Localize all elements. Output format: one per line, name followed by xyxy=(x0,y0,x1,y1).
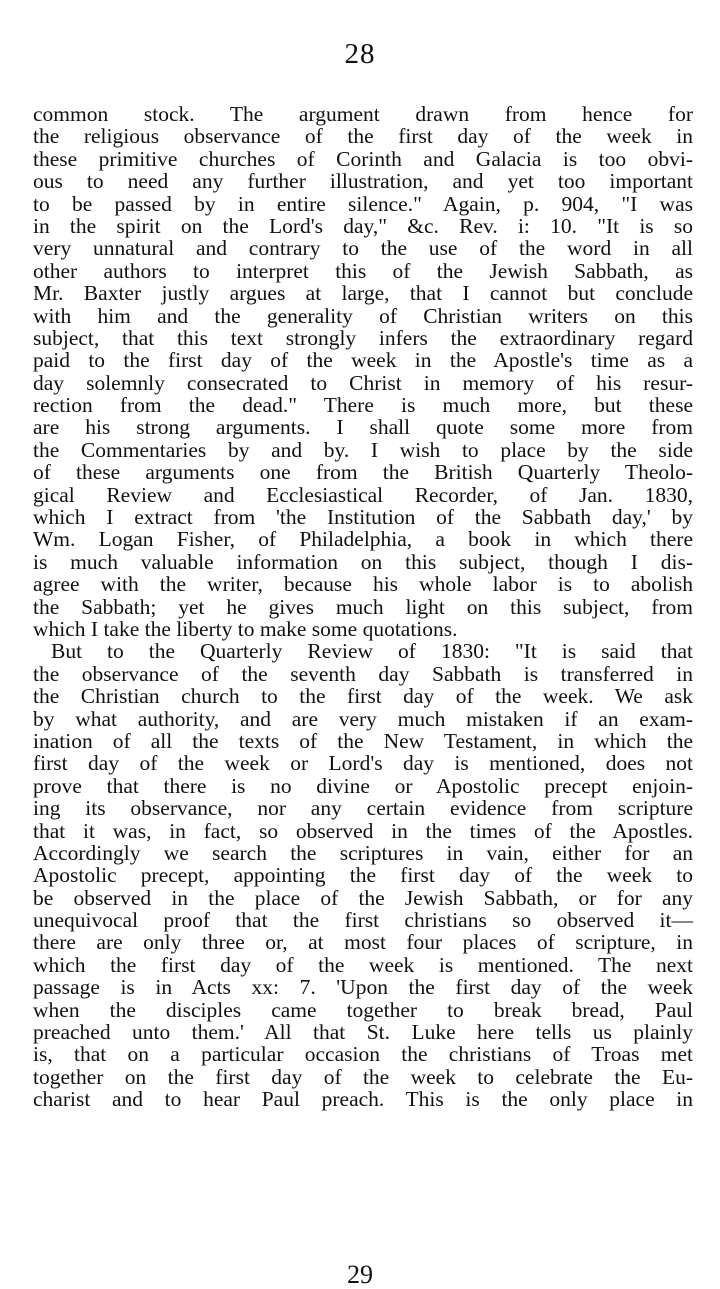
text-line: together on the first day of the week to celebrate the Eu- xyxy=(33,1064,693,1089)
text-line: the Commentaries by and by. I wish to place by the side xyxy=(33,437,693,462)
text-line: Apostolic precept, appointing the first day of the week to xyxy=(33,863,693,888)
text-line: these primitive churches of Corinth and Galacia is too obvi- xyxy=(33,146,693,171)
text-line: other authors to interpret this of the Jewish Sabbath, as xyxy=(33,258,693,283)
text-line: first day of the week or Lord's day is mentioned, does not xyxy=(33,751,693,776)
text-line: the Christian church to the first day of the week. We ask xyxy=(33,684,693,709)
text-line: agree with the writer, because his whole labor is to abolish xyxy=(33,572,693,597)
text-line: the observance of the seventh day Sabbath is transferred in xyxy=(33,661,693,686)
text-line: with him and the generality of Christian writers on this xyxy=(33,303,693,328)
text-line: Wm. Logan Fisher, of Philadelphia, a book in which there xyxy=(33,527,693,552)
text-line: ous to need any further illustration, and yet too important xyxy=(33,169,693,194)
text-line: ination of all the texts of the New Testament, in which the xyxy=(33,728,693,753)
page-number: 28 xyxy=(344,38,376,70)
text-line: Mr. Baxter justly argues at large, that I cannot but conclude xyxy=(33,281,693,306)
body-text xyxy=(33,103,693,1111)
next-page-number: 29 xyxy=(347,1260,373,1289)
text-line: preached unto them.' All that St. Luke here tells us plainly xyxy=(33,1020,693,1045)
text-line: when the disciples came together to break bread, Paul xyxy=(33,997,693,1022)
text-line: But to the Quarterly Review of 1830: "It is said that xyxy=(51,639,693,664)
text-line: paid to the first day of the week in the Apostle's time as a xyxy=(33,348,693,373)
text-line: there are only three or, at most four places of scripture, in xyxy=(33,930,693,955)
text-line: ing its observance, nor any certain evidence from scripture xyxy=(33,796,693,821)
text-line: of these arguments one from the British Quarterly Theolo- xyxy=(33,460,693,485)
text-line: prove that there is no divine or Apostolic precept enjoin- xyxy=(33,773,693,798)
text-line: be observed in the place of the Jewish Sabbath, or for any xyxy=(33,885,693,910)
text-line: which I extract from 'the Institution of the Sabbath day,' by xyxy=(33,505,693,530)
text-line: unequivocal proof that the first christians so observed it— xyxy=(33,908,693,933)
text-line: in the spirit on the Lord's day," &c. Rev. i: 10. "It is so xyxy=(33,213,693,238)
text-line: rection from the dead." There is much more, but these xyxy=(33,393,693,418)
text-line: which I take the liberty to make some quotations. xyxy=(33,616,458,641)
text-line: to be passed by in entire silence." Again, p. 904, "I was xyxy=(33,191,693,216)
text-line: is, that on a particular occasion the christians of Troas met xyxy=(33,1042,693,1067)
text-line: subject, that this text strongly infers the extraordinary regard xyxy=(33,325,693,350)
text-line: the religious observance of the first day of the week in xyxy=(33,124,693,149)
text-line: Accordingly we search the scriptures in vain, either for an xyxy=(33,840,693,865)
text-line: very unnatural and contrary to the use of the word in all xyxy=(33,236,693,261)
text-line: that it was, in fact, so observed in the times of the Apostles. xyxy=(33,818,693,843)
text-line: common stock. The argument drawn from hence for xyxy=(33,102,693,126)
text-line: the Sabbath; yet he gives much light on this subject, from xyxy=(33,594,693,619)
next-page-number-partial xyxy=(330,1260,390,1289)
text-line: by what authority, and are very much mistaken if an exam- xyxy=(33,706,693,731)
text-line: are his strong arguments. I shall quote some more from xyxy=(33,415,693,440)
text-line: passage is in Acts xx: 7. 'Upon the first day of the week xyxy=(33,975,693,1000)
text-line: is much valuable information on this subject, though I dis- xyxy=(33,549,693,574)
text-line: charist and to hear Paul preach. This is the only place in xyxy=(33,1087,693,1112)
text-line: gical Review and Ecclesiastical Recorder, of Jan. 1830, xyxy=(33,482,693,507)
text-line: day solemnly consecrated to Christ in memory of his resur- xyxy=(33,370,693,395)
text-line: which the first day of the week is mentioned. The next xyxy=(33,952,693,977)
